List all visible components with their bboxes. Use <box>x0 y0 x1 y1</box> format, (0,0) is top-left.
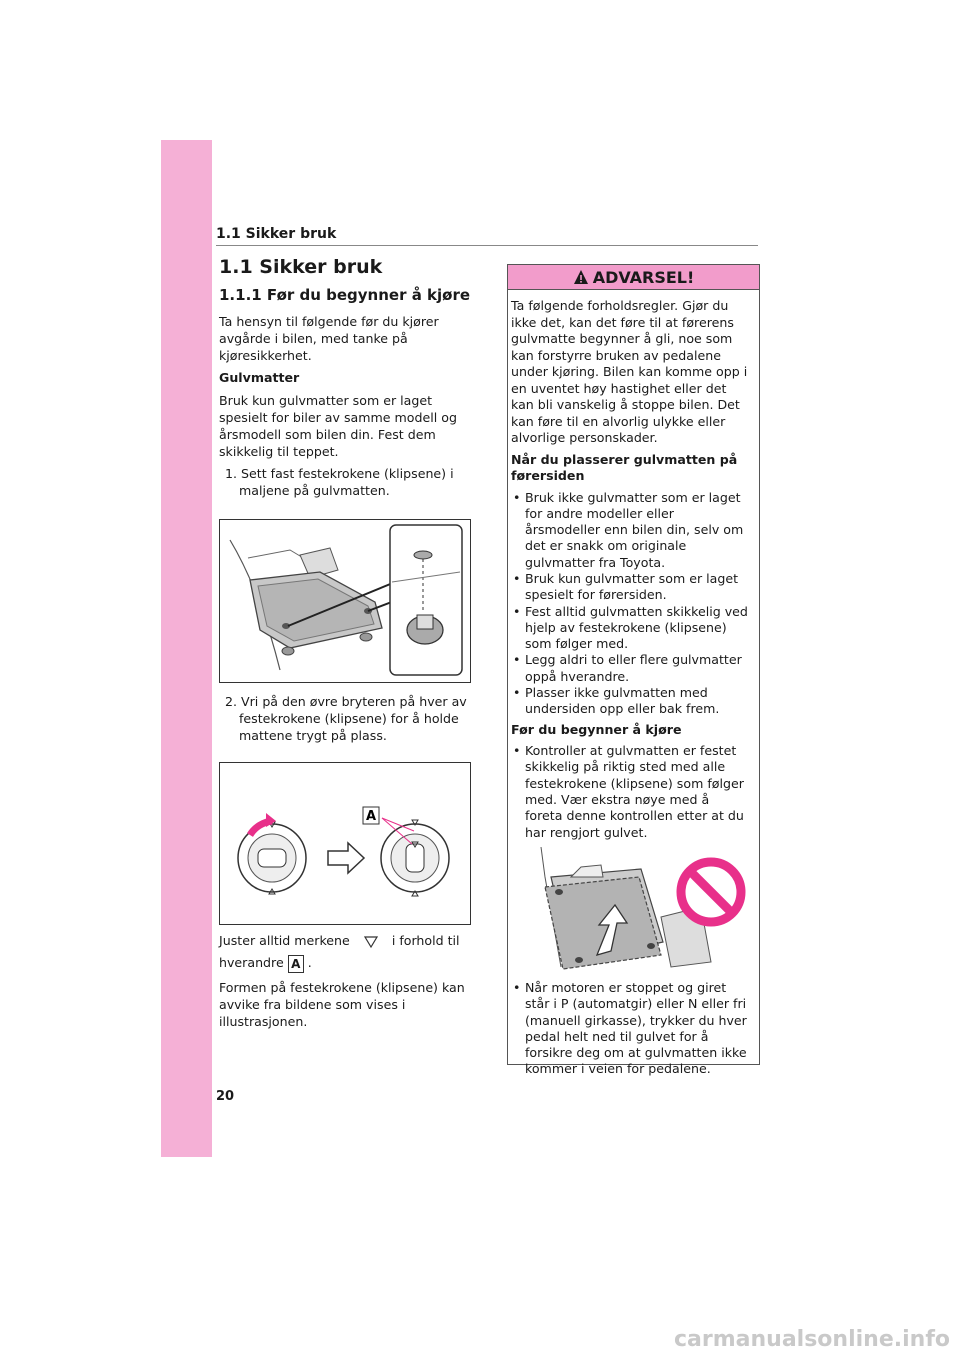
warning-box <box>507 264 760 1077</box>
section-title: 1.1 Sikker bruk <box>219 256 383 278</box>
list-item: • Plasser ikke gulvmatten med undersiden opp eller bak frem. <box>511 685 749 718</box>
mark-a-box: A <box>288 955 304 973</box>
page-number: 20 <box>216 1089 235 1104</box>
hook-rotation-illustration <box>219 762 471 925</box>
warning-body <box>508 290 759 1078</box>
header-rule <box>216 245 758 246</box>
align-pre-text: Juster alltid merkene <box>219 933 350 948</box>
list-item: • Kontroller at gulvmatten er festet skikkelig på riktig sted med alle festekrokene (klipsene) som følger med. Vær ekstra nøye med å foreta denne kontrollen etter at du har rengjort gulvet. <box>511 743 749 841</box>
list-item: • Når motoren er stoppet og giret står i P (automatgir) eller N eller fri (manuell girkasse), trykker du hver pedal helt ned til gulvet for å forsikre deg om at gulvmatten ikke kommer i veien for pedalene. <box>511 980 749 1078</box>
step-1: 1. Sett fast festekrokene (klipsene) i maljene på gulvmatten. <box>225 466 454 499</box>
warning-triangle-icon <box>573 269 589 285</box>
warning-header <box>508 265 759 290</box>
list-item: • Fest alltid gulvmatten skikkelig ved hjelp av festekrokene (klipsene) som følger med. <box>511 604 749 653</box>
intro-text: Ta hensyn til følgende før du kjører avgårde i bilen, med tanke på kjøresikkerhet. <box>219 314 439 363</box>
alignment-note-block <box>219 930 471 1036</box>
placing-list <box>511 490 749 718</box>
after-stop-list <box>511 980 749 1078</box>
align-mid-text: i forhold til hverandre <box>219 933 460 970</box>
warning-intro: Ta følgende forholdsregler. Gjør du ikke det, kan det føre til at førerens gulvmatte begynner å gli, noe som kan forstyrre bruken av pedalene under kjøring. Bilen kan komme opp i en uventet høy hastighet eller det kan bli vanskelig å stoppe bilen. Det kan føre til en alvorlig ulykke eller alvorlige personskader. <box>511 298 748 445</box>
callout-a-label: A <box>365 809 377 824</box>
list-item: • Bruk kun gulvmatter som er laget spesielt for førersiden. <box>511 571 749 604</box>
left-column <box>219 256 471 506</box>
align-note <box>219 930 471 974</box>
before-driving-heading: Før du begynner å kjøre <box>511 721 682 737</box>
placing-heading: Når du plasserer gulvmatten på førersiden <box>511 451 738 483</box>
triangle-mark-icon <box>364 935 378 949</box>
step-2: 2. Vri på den øvre bryteren på hver av festekrokene (klipsene) for å holde mattene trygt på plass. <box>225 694 467 743</box>
list-item: • Bruk ikke gulvmatter som er laget for andre modeller eller årsmodeller enn bilen din, selv om det er snakk om originale gulvmatter fra Toyota. <box>511 490 749 571</box>
step-2-block <box>219 694 471 750</box>
watermark: carmanualsonline.info <box>674 1327 950 1352</box>
side-tab-band <box>161 140 212 1157</box>
floor-mats-text: Bruk kun gulvmatter som er laget spesielt for biler av samme modell og årsmodell som bilen din. Fest dem skikkelig til teppet. <box>219 393 457 459</box>
floor-mats-heading: Gulvmatter <box>219 370 300 386</box>
floor-mat-hooks-illustration <box>219 519 471 683</box>
before-driving-list <box>511 743 749 841</box>
align-post-text: . <box>307 955 312 970</box>
list-item: • Legg aldri to eller flere gulvmatter oppå hverandre. <box>511 652 749 685</box>
running-header: 1.1 Sikker bruk <box>216 226 337 242</box>
subsection-title: 1.1.1 Før du begynner å kjøre <box>219 286 471 304</box>
warning-title: ADVARSEL! <box>592 267 695 287</box>
shape-note: Formen på festekrokene (klipsene) kan avvike fra bildene som vises i illustrasjonen. <box>219 980 465 1029</box>
stacked-mats-prohibited-illustration <box>511 847 751 972</box>
